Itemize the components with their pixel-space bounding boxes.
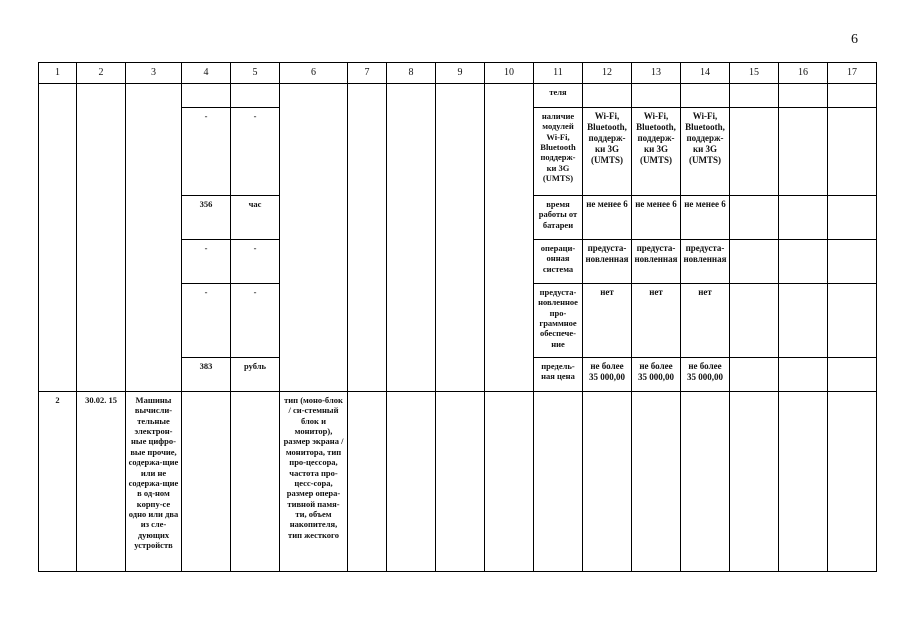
table-cell: [779, 84, 828, 108]
table-cell: [77, 84, 126, 392]
table-cell: [779, 108, 828, 196]
table-row: [39, 392, 877, 572]
table-cell: [436, 84, 485, 392]
table-cell: [828, 358, 877, 392]
table-cell: предуста-новленная: [681, 240, 730, 284]
column-header: 13: [632, 63, 681, 84]
table-cell: -: [231, 240, 280, 284]
table-cell: предуста-новленная: [583, 240, 632, 284]
table-cell: 383: [182, 358, 231, 392]
column-header: 10: [485, 63, 534, 84]
table-cell: [583, 392, 632, 572]
column-header: 5: [231, 63, 280, 84]
table-cell: [387, 392, 436, 572]
table-cell: тип (моно-блок / си-стемный блок и монитор), размер экрана / монитора, тип про-цессора, частота про-цесс-сора, размер опера-тивной памя-ти, объем накопителя, тип жесткого: [280, 392, 348, 572]
table-cell: [730, 84, 779, 108]
column-header: 15: [730, 63, 779, 84]
table-cell: [182, 84, 231, 108]
column-header: 16: [779, 63, 828, 84]
table-cell: [583, 84, 632, 108]
table-cell: 356: [182, 196, 231, 240]
table-cell: [387, 84, 436, 392]
column-header: 1: [39, 63, 77, 84]
table-cell: не менее 6: [583, 196, 632, 240]
table-cell: Машины вычисли-тельные электрон-ные цифро-вые прочие, содержа-щие или не содержа-щие в од-ном корпу-се одно или два из сле-дующих устройств: [126, 392, 182, 572]
table-cell: [126, 84, 182, 392]
table-cell: [182, 392, 231, 572]
table-cell: -: [231, 108, 280, 196]
table-cell: [730, 358, 779, 392]
table-cell: [779, 196, 828, 240]
table-cell: теля: [534, 84, 583, 108]
table-cell: [730, 108, 779, 196]
table-cell: [828, 108, 877, 196]
table-cell: [779, 284, 828, 358]
table-cell: Wi-Fi, Bluetooth, поддерж-ки 3G (UMTS): [632, 108, 681, 196]
table-cell: не более 35 000,00: [632, 358, 681, 392]
table-cell: предель-ная цена: [534, 358, 583, 392]
table-cell: -: [182, 108, 231, 196]
table-cell: [730, 392, 779, 572]
table-cell: [348, 392, 387, 572]
specs-table: [38, 62, 877, 572]
table-cell: час: [231, 196, 280, 240]
column-header: 17: [828, 63, 877, 84]
header-row: [39, 63, 877, 84]
table-cell: не менее 6: [681, 196, 730, 240]
column-header: 11: [534, 63, 583, 84]
column-header: 2: [77, 63, 126, 84]
table-cell: -: [231, 284, 280, 358]
table-cell: не менее 6: [632, 196, 681, 240]
table-cell: [681, 84, 730, 108]
table-cell: [348, 84, 387, 392]
table-cell: [231, 392, 280, 572]
table-cell: [436, 392, 485, 572]
table-cell: -: [182, 284, 231, 358]
table-cell: [485, 84, 534, 392]
table-cell: [681, 392, 730, 572]
table-cell: нет: [583, 284, 632, 358]
column-header: 3: [126, 63, 182, 84]
table-cell: предуста-новленное про-граммное обеспече-ние: [534, 284, 583, 358]
table-cell: [730, 240, 779, 284]
table-cell: нет: [681, 284, 730, 358]
table-cell: [231, 84, 280, 108]
table-cell: [730, 196, 779, 240]
column-header: 8: [387, 63, 436, 84]
table-cell: [632, 392, 681, 572]
table-cell: [828, 84, 877, 108]
column-header: 4: [182, 63, 231, 84]
table-cell: [779, 240, 828, 284]
column-header: 14: [681, 63, 730, 84]
column-header: 7: [348, 63, 387, 84]
table-cell: предуста-новленная: [632, 240, 681, 284]
table-cell: 2: [39, 392, 77, 572]
table-cell: [730, 284, 779, 358]
table-cell: [39, 84, 77, 392]
table-cell: Wi-Fi, Bluetooth, поддерж-ки 3G (UMTS): [583, 108, 632, 196]
table-cell: [779, 392, 828, 572]
table-cell: -: [182, 240, 231, 284]
table-cell: [779, 358, 828, 392]
table-cell: [828, 240, 877, 284]
page-number: 6: [851, 32, 858, 47]
table-cell: наличие модулей Wi-Fi, Bluetooth поддерж-ки 3G (UMTS): [534, 108, 583, 196]
table-cell: [828, 392, 877, 572]
table-cell: [534, 392, 583, 572]
table-cell: рубль: [231, 358, 280, 392]
table-cell: 30.02. 15: [77, 392, 126, 572]
table-cell: операци-онная система: [534, 240, 583, 284]
table-cell: [828, 284, 877, 358]
column-header: 12: [583, 63, 632, 84]
table-cell: не более 35 000,00: [583, 358, 632, 392]
table-cell: [485, 392, 534, 572]
table-cell: время работы от батареи: [534, 196, 583, 240]
table-cell: не более 35 000,00: [681, 358, 730, 392]
column-header: 6: [280, 63, 348, 84]
table-cell: [632, 84, 681, 108]
table-cell: [280, 84, 348, 392]
column-header: 9: [436, 63, 485, 84]
table-cell: [828, 196, 877, 240]
table-row: [39, 84, 877, 108]
table-cell: нет: [632, 284, 681, 358]
table-cell: Wi-Fi, Bluetooth, поддерж-ки 3G (UMTS): [681, 108, 730, 196]
